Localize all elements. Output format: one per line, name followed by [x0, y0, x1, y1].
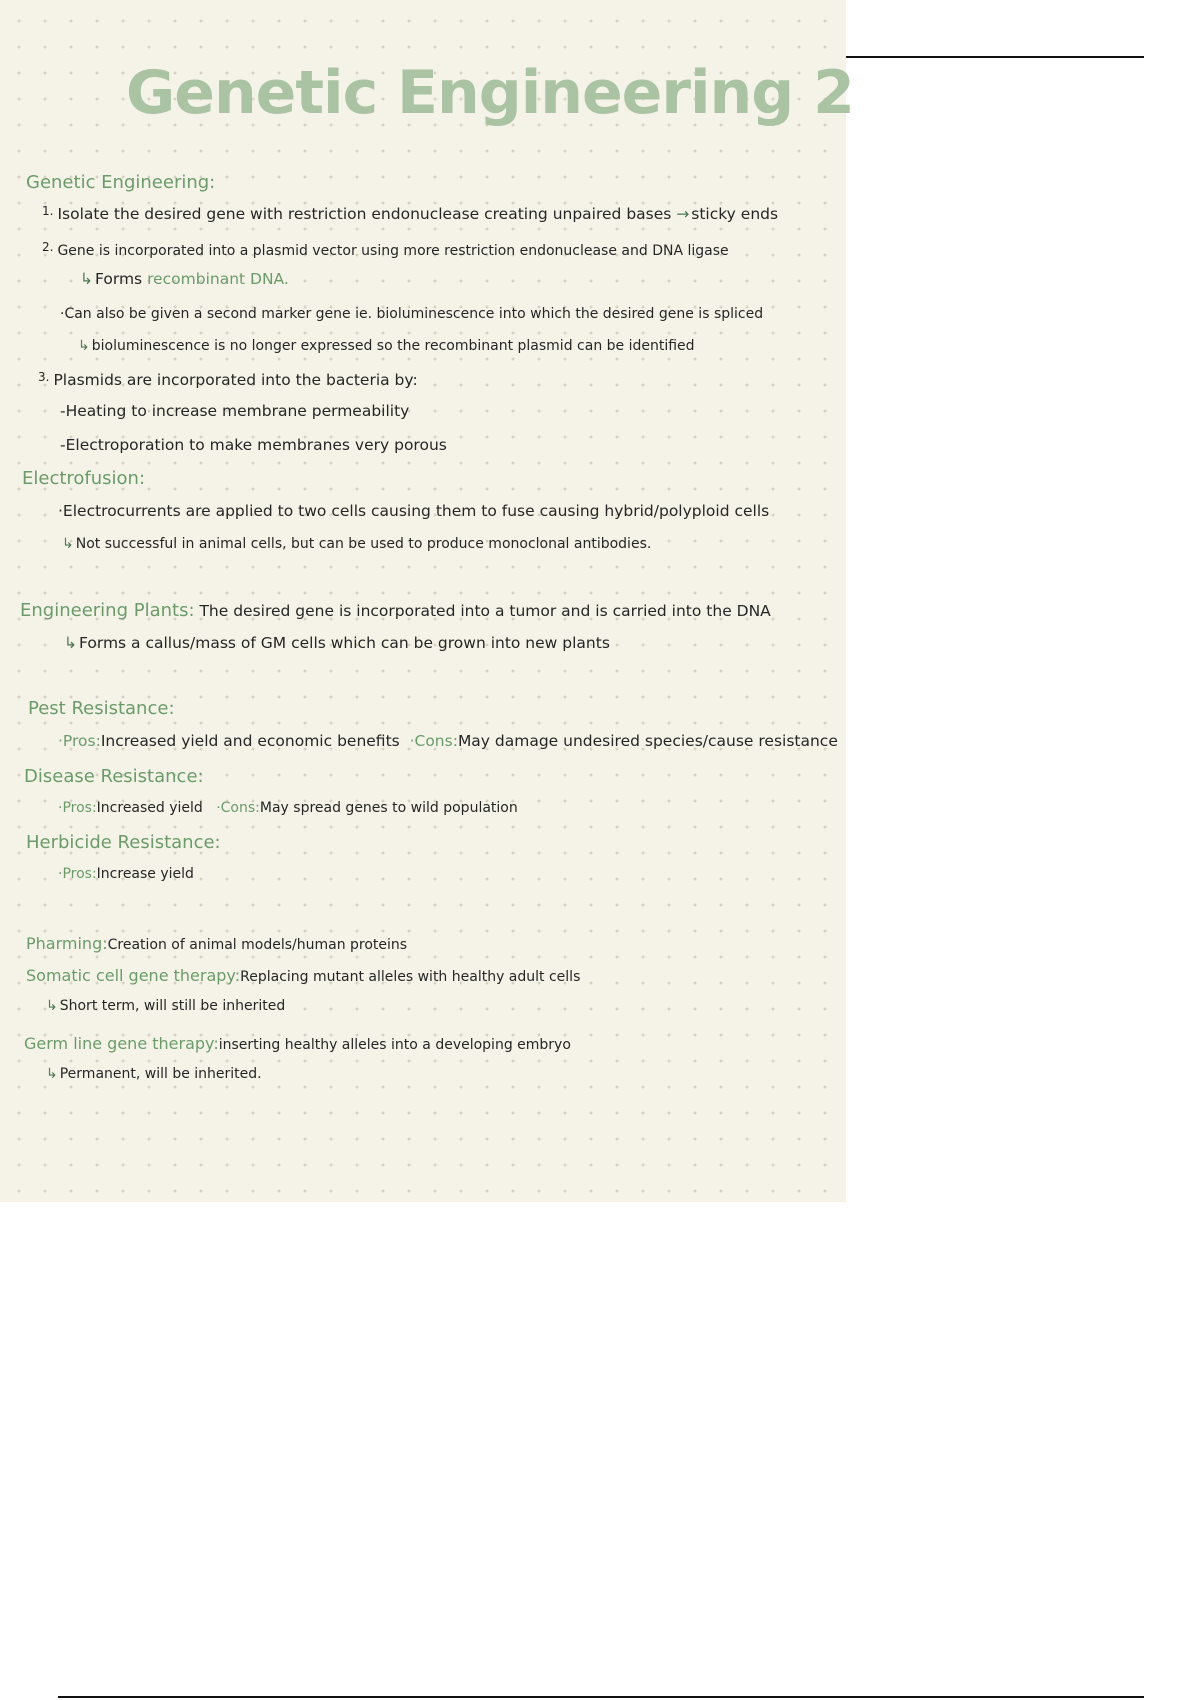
herbicide-pros-text: Increase yield — [96, 866, 194, 882]
arrow-branch-icon: ↳ — [64, 634, 77, 652]
arrow-branch-icon: ↳ — [62, 536, 74, 552]
electrofusion-line-2 — [62, 536, 651, 552]
recombinant-dna-term: recombinant DNA. — [147, 270, 289, 288]
pharming-line — [26, 934, 407, 953]
germ-line-therapy-sub — [46, 1066, 262, 1082]
germ-line-therapy-label: Germ line gene therapy: — [24, 1034, 219, 1053]
step-1 — [42, 204, 778, 223]
pest-pros-label: ·Pros: — [58, 732, 101, 750]
marker-gene-note: ·Can also be given a second marker gene ie. bioluminescence into which the desired gene is spliced — [60, 306, 764, 322]
herbicide-resistance-heading: Herbicide Resistance: — [26, 832, 221, 853]
step-3-heating: -Heating to increase membrane permeability — [60, 402, 410, 420]
step-2-number: 2. — [42, 240, 54, 254]
germ-line-therapy-text: inserting healthy alleles into a developing embryo — [218, 1037, 571, 1053]
electrofusion-line-2-text: Not successful in animal cells, but can be used to produce monoclonal antibodies. — [75, 536, 652, 552]
herbicide-pros-label: ·Pros: — [58, 866, 97, 882]
disease-pros-text: Increased yield — [96, 800, 203, 816]
disease-resistance-line — [58, 800, 518, 816]
step-1-text: Isolate the desired gene with restriction endonuclease creating unpaired bases — [57, 205, 672, 223]
germ-line-therapy-sub-text: Permanent, will be inherited. — [59, 1066, 262, 1082]
step-1-number: 1. — [42, 204, 54, 218]
engineering-plants — [20, 600, 771, 621]
step-1-result: sticky ends — [691, 205, 779, 223]
pest-resistance-heading: Pest Resistance: — [28, 698, 175, 719]
somatic-therapy-line — [26, 966, 580, 985]
somatic-therapy-label: Somatic cell gene therapy: — [26, 966, 241, 985]
pest-pros-text: Increased yield and economic benefits — [100, 732, 400, 750]
engineering-plants-heading: Engineering Plants: — [20, 600, 195, 621]
step-2-text: Gene is incorporated into a plasmid vector using more restriction endonuclease and DNA ligase — [57, 243, 729, 259]
herbicide-resistance-line — [58, 866, 194, 882]
pharming-text: Creation of animal models/human proteins — [107, 937, 408, 953]
pest-resistance-line — [58, 732, 838, 750]
disease-resistance-heading: Disease Resistance: — [24, 766, 204, 787]
germ-line-therapy-line — [24, 1034, 571, 1053]
step-3 — [38, 370, 418, 389]
arrow-branch-icon: ↳ — [78, 338, 90, 354]
somatic-therapy-sub-text: Short term, will still be inherited — [59, 998, 286, 1014]
step-3-electroporation: -Electroporation to make membranes very porous — [60, 436, 447, 454]
step-3-text: Plasmids are incorporated into the bacteria by: — [53, 371, 418, 389]
page-title: Genetic Engineering 2 — [126, 58, 854, 128]
electrofusion-heading: Electrofusion: — [22, 468, 146, 489]
somatic-therapy-text: Replacing mutant alleles with healthy adult cells — [240, 969, 581, 985]
disease-pros-label: ·Pros: — [58, 800, 97, 816]
marker-gene-sub — [78, 338, 695, 354]
step-3-number: 3. — [38, 370, 50, 384]
bottom-rule-divider — [58, 1696, 1144, 1698]
arrow-branch-icon: ↳ — [46, 1066, 58, 1082]
marker-gene-sub-text: bioluminescence is no longer expressed so the recombinant plasmid can be identified — [91, 338, 695, 354]
pest-cons-label: ·Cons: — [409, 732, 458, 750]
step-2-sub-label: Forms — [95, 270, 143, 288]
disease-cons-text: May spread genes to wild population — [259, 800, 518, 816]
disease-cons-label: ·Cons: — [216, 800, 260, 816]
step-2-sub — [80, 270, 289, 288]
engineering-plants-sub — [64, 634, 610, 652]
step-2 — [42, 240, 729, 259]
arrow-branch-icon: ↳ — [46, 998, 58, 1014]
top-rule-divider — [846, 56, 1144, 58]
pest-cons-text: May damage undesired species/cause resistance — [457, 732, 838, 750]
electrofusion-line-1: ·Electrocurrents are applied to two cells causing them to fuse causing hybrid/polyploid cells — [58, 502, 770, 520]
somatic-therapy-sub — [46, 998, 285, 1014]
arrow-right-icon: → — [676, 205, 690, 223]
engineering-plants-sub-text: Forms a callus/mass of GM cells which can be grown into new plants — [79, 634, 610, 652]
arrow-branch-icon: ↳ — [80, 270, 93, 288]
genetic-engineering-heading: Genetic Engineering: — [26, 172, 216, 193]
engineering-plants-text: The desired gene is incorporated into a tumor and is carried into the DNA — [199, 602, 771, 620]
pharming-label: Pharming: — [26, 934, 108, 953]
